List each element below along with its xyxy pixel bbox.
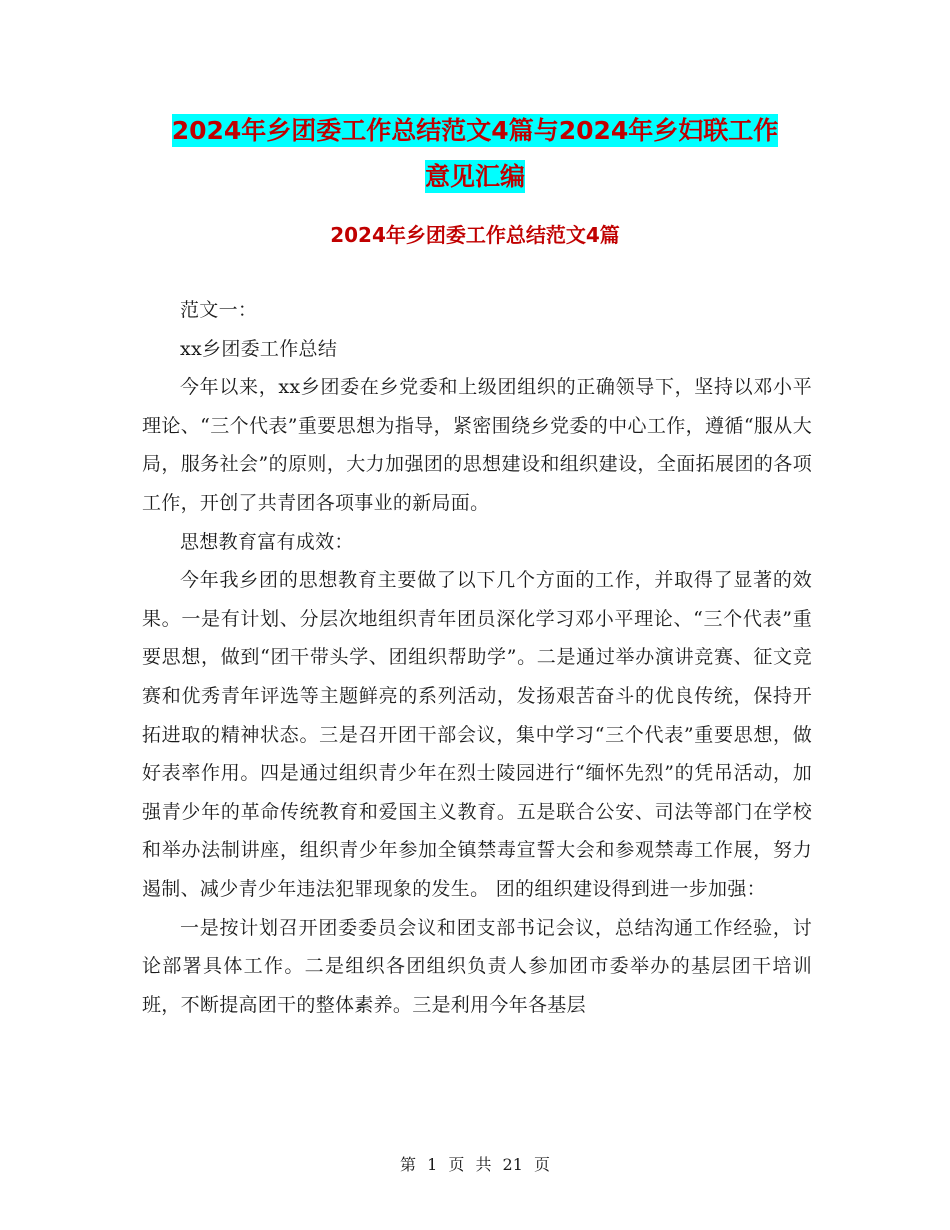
paragraph-heading-sample-one: 范文一： [180,299,258,321]
section-title: 2024年乡团委工作总结范文4篇 [330,223,620,247]
page-number-footer: 第 1 页 共 21 页 [400,1155,550,1174]
paragraph-report-title: xx乡团委工作总结 [180,337,338,360]
paragraph-organization-work: 一是按计划召开团委委员会议和团支部书记会议，总结沟通工作经验，讨论部署具体工作。二是组织各团组织负责人参加团市委举办的基层团干培训班，不断提高团干的整体素养。三是利用今年各基层 [142,916,812,1016]
document-body [142,291,812,1024]
paragraph-ideology-work: 今年我乡团的思想教育主要做了以下几个方面的工作，并取得了显著的效果。一是有计划、分层次地组织青年团员深化学习邓小平理论、“三个代表”重要思想，做到“团干带头学、团组织帮助学”。二是通过举办演讲竞赛、征文竞赛和优秀青年评选等主题鲜亮的系列活动，发扬艰苦奋斗的优良传统，保持开拓进取的精神状态。三是召开团干部会议，集中学习“三个代表”重要思想，做好表率作用。四是通过组织青少年在烈士陵园进行“缅怀先烈”的凭吊活动，加强青少年的革命传统教育和爱国主义教育。五是联合公安、司法等部门在学校和举办法制讲座，组织青少年参加全镇禁毒宣誓大会和参观禁毒工作展，努力遏制、减少青少年违法犯罪现象的发生。 团的组织建设得到进一步加强： [142,569,812,900]
paragraph-intro: 今年以来，xx乡团委在乡党委和上级团组织的正确领导下，坚持以邓小平理论、“三个代表”重要思想为指导，紧密围绕乡党委的中心工作，遵循“服从大局，服务社会”的原则，大力加强团的思想建设和组织建设，全面拓展团的各项工作，开创了共青团各项事业的新局面。 [142,376,812,514]
paragraph-heading-ideology: 思想教育富有成效： [180,530,354,553]
document-title [0,108,950,200]
document-title-line-2: 意见汇编 [424,162,525,191]
document-title-line-1: 2024年乡团委工作总结范文4篇与2024年乡妇联工作 [171,116,779,145]
